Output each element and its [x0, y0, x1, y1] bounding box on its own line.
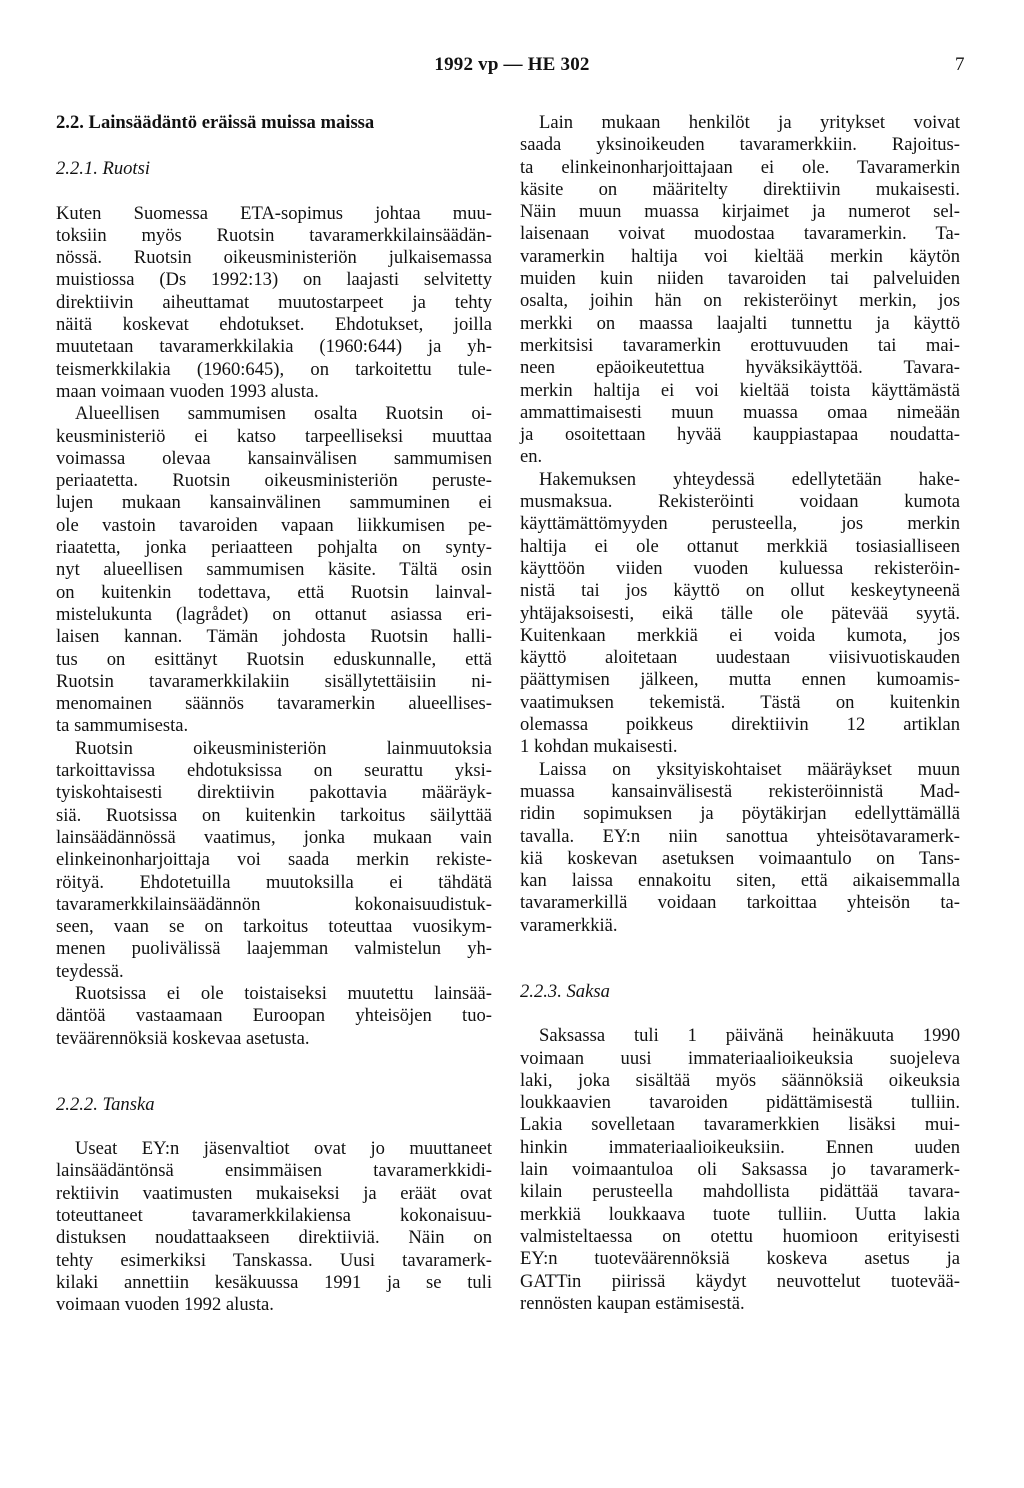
text-line: siä. Ruotsissa on kuitenkin tarkoitus säilyttää [56, 804, 492, 826]
subsection-heading-tanska: 2.2.2. Tanska [56, 1093, 155, 1115]
text-line: voimaan uusi immateriaalioikeuksia suojeleva [520, 1047, 960, 1069]
tanska-continued-body [520, 112, 960, 937]
text-line: riaatetta, jonka periaatteen pohjalta on synty- [56, 537, 492, 559]
text-line: saada yksinoikeuden tavaramerkkiin. Rajoitus- [520, 134, 960, 156]
text-line: merkitsisi tavaramerkin erottuvuuden tai mai- [520, 334, 960, 356]
text-line: direktiivin aiheuttamat muutostarpeet ja tehty [56, 291, 492, 313]
text-line: ja osoitettaan hyvää kauppiastapaa noudatta- [520, 424, 960, 446]
text-line: yhtäjaksoisesti, eikä tälle ole pätevää syytä. [520, 602, 960, 624]
text-line: Näin muun muassa kirjaimet ja numerot sel- [520, 201, 960, 223]
text-line: Lakia sovelletaan tavaramerkkien lisäksi mui- [520, 1114, 960, 1136]
ruotsi-body [56, 203, 492, 1050]
text-line: mistelukunta (lagrådet) on ottanut asiassa eri- [56, 603, 492, 625]
text-line: merkkiä loukkaava tuote tulliin. Uutta lakia [520, 1203, 960, 1225]
text-line: maan voimaan vuoden 1993 alusta. [56, 380, 319, 402]
text-line: musmaksua. Rekisteröinti voidaan kumota [520, 491, 960, 513]
text-line: kan laissa ennakoitu siten, että aikaisemmalla [520, 870, 960, 892]
text-line: tavaramerkillä voidaan tarkoittaa yhteisön ta- [520, 892, 960, 914]
text-line: muassa kansainvälisestä rekisteröinnistä Mad- [520, 780, 960, 802]
tanska-body [56, 1138, 492, 1316]
text-line: Ruotsin oikeusministeriön lainmuutoksia [75, 737, 492, 759]
text-line: EY:n tuoteväärennöksiä koskeva asetus ja [520, 1248, 960, 1270]
text-line: periaatetta. Ruotsin oikeusministeriön peruste- [56, 470, 492, 492]
text-line: ridin sopimuksen ja pöytäkirjan edellyttämällä [520, 803, 960, 825]
text-line: näitä koskevat ehdotukset. Ehdotukset, joilla [56, 314, 492, 336]
text-line: rennösten kaupan estämisestä. [520, 1292, 745, 1314]
text-line: seen, vaan se on tarkoitus toteuttaa vuosikym- [56, 916, 492, 938]
text-line: rektiivin vaatimusten mukaiseksi ja eräät ovat [56, 1182, 492, 1204]
text-line: distuksen noudattaakseen direktiiviä. Näin on [56, 1227, 492, 1249]
text-line: osalta, joihin hän on rekisteröinyt merkin, jos [520, 290, 960, 312]
text-line: tavaramerkkilainsäädännön kokonaisuudistuk- [56, 893, 492, 915]
text-line: käyttämättömyyden perusteella, jos merkin [520, 513, 960, 535]
paragraph-p1 [56, 203, 492, 404]
text-line: lainsäädäntönsä ensimmäisen tavaramerkkidi- [56, 1160, 492, 1182]
text-line: hinkin immateriaalioikeuksiin. Ennen uuden [520, 1136, 960, 1158]
page-number: 7 [955, 54, 965, 75]
text-line: GATTin piirissä käydyt neuvottelut tuotevää- [520, 1270, 960, 1292]
paragraph-p3 [56, 738, 492, 983]
text-line: tarkoittavissa ehdotuksissa on seurattu yksi- [56, 760, 492, 782]
section-heading: 2.2. Lainsäädäntö eräissä muissa maissa [56, 112, 375, 133]
text-line: muutetaan tavaramerkkilakia (1960:644) ja yh- [56, 336, 492, 358]
text-line: Hakemuksen yhteydessä edellytetään hake- [539, 468, 960, 490]
text-line: däntöä vastaamaan Euroopan yhteisöjen tuo- [56, 1005, 492, 1027]
text-line: keusministeriö ei katso tarpeelliseksi muuttaa [56, 425, 492, 447]
text-line: tavalla. EY:n niin sanottua yhteisötavaramerk- [520, 825, 960, 847]
paragraph-p7 [520, 469, 960, 759]
text-line: varamerkin haltija voi kieltää merkin käytön [520, 245, 960, 267]
text-line: lainsäädännössä vaatimus, jonka mukaan vain [56, 826, 492, 848]
text-line: kilaki annettiin kesäkuussa 1991 ja se tuli [56, 1271, 492, 1293]
text-line: lujen mukaan kansainvälinen sammuminen ei [56, 492, 492, 514]
text-line: laisenaan voivat muodostaa tavaramerkin. Ta- [520, 223, 960, 245]
text-line: tus on esittänyt Ruotsin eduskunnalle, että [56, 648, 492, 670]
text-line: loukkaavien tavaroiden pidättämisestä tulliin. [520, 1092, 960, 1114]
text-line: kilain perusteella mahdollista pidättää tavara- [520, 1181, 960, 1203]
text-line: ole vastoin tavaroiden vapaan liikkumisen pe- [56, 514, 492, 536]
text-line: muistiossa (Ds 1992:13) on laajasti selvitetty [56, 269, 492, 291]
text-line: ta sammumisesta. [56, 715, 189, 737]
text-line: nistä tai jos käyttö on ollut keskeytyneenä [520, 580, 960, 602]
text-line: lain voimaantuloa oli Saksassa jo tavaramerk- [520, 1159, 960, 1181]
text-line: käyttöön viiden vuoden kuluessa rekisteröin- [520, 557, 960, 579]
text-line: toteuttaneet tavaramerkkilakiensa kokonaisuu- [56, 1205, 492, 1227]
text-line: on kuitenkin todettava, että Ruotsin lainval- [56, 581, 492, 603]
text-line: valmisteltaessa on otettu huomioon erityisesti [520, 1225, 960, 1247]
text-line: käyttö aloitetaan uudestaan viisivuotiskauden [520, 647, 960, 669]
left-column [56, 112, 492, 1317]
text-line: teydessä. [56, 960, 124, 982]
text-line: olemassa poikkeus direktiivin 12 artiklan [520, 714, 960, 736]
text-line: Kuten Suomessa ETA-sopimus johtaa muu- [56, 202, 492, 224]
text-line: vaatimuksen tekemistä. Tästä on kuitenkin [520, 691, 960, 713]
text-line: muiden kuin niiden tavaroiden tai palveluiden [520, 268, 960, 290]
text-line: voimassa olevaa kansainvälisen sammumisen [56, 447, 492, 469]
text-line: merkin haltija ei voi kieltää toista käyttämästä [520, 379, 960, 401]
text-line: menomainen säännös tavaramerkin alueellises- [56, 693, 492, 715]
text-line: käsite on määritelty direktiivin mukaisesti. [520, 178, 960, 200]
text-line: Saksassa tuli 1 päivänä heinäkuuta 1990 [539, 1025, 960, 1047]
text-line: laki, joka sisältää myös säännöksiä oikeuksia [520, 1069, 960, 1091]
paragraph-p8 [520, 759, 960, 937]
text-line: toksiin myös Ruotsin tavaramerkkilainsäädän- [56, 224, 492, 246]
text-line: Kuitenkaan merkkiä ei voida kumota, jos [520, 624, 960, 646]
text-line: kiä koskevan asetuksen voimaantulo on Tans- [520, 847, 960, 869]
paragraph-p2 [56, 403, 492, 737]
text-line: 1 kohdan mukaisesti. [520, 736, 678, 758]
paragraph-p4 [56, 983, 492, 1050]
text-line: Useat EY:n jäsenvaltiot ovat jo muuttaneet [75, 1138, 492, 1160]
subsection-heading-saksa: 2.2.3. Saksa [520, 980, 610, 1002]
saksa-body [520, 1025, 960, 1315]
subsection-heading-ruotsi: 2.2.1. Ruotsi [56, 158, 151, 180]
paragraph-p9 [520, 1025, 960, 1315]
text-line: elinkeinonharjoittaja voi saada merkin rekiste- [56, 849, 492, 871]
text-line: Ruotsissa ei ole toistaiseksi muutettu lainsää- [75, 982, 492, 1004]
text-line: Lain mukaan henkilöt ja yritykset voivat [539, 112, 960, 133]
text-line: Laissa on yksityiskohtaiset määräykset muun [539, 758, 960, 780]
text-line: tehty esimerkiksi Tanskassa. Uusi tavaramerk- [56, 1249, 492, 1271]
text-line: varamerkkiä. [520, 914, 618, 936]
text-line: merkki on maassa laajalti tunnettu ja käyttö [520, 312, 960, 334]
text-line: ta elinkeinonharjoittajaan ei ole. Tavaramerkin [520, 156, 960, 178]
paragraph-p5 [56, 1138, 492, 1316]
text-line: päättymisen jälkeen, mutta ennen kumoamis- [520, 669, 960, 691]
text-line: haltija ei ole ottanut merkkiä tosiasialliseen [520, 535, 960, 557]
text-line: nyt alueellisen sammumisen käsite. Tältä osin [56, 559, 492, 581]
running-head: 1992 vp — HE 302 [434, 54, 590, 75]
text-line: ammattimaisesti muun muassa omaa nimeään [520, 401, 960, 423]
text-line: röityä. Ehdotetuilla muutoksilla ei tähdätä [56, 871, 492, 893]
text-line: teväärennöksiä koskevaa asetusta. [56, 1027, 310, 1049]
text-line: menen puolivälissä laajemman valmistelun yh- [56, 938, 492, 960]
text-line: teismerkkilakia (1960:645), on tarkoitettu tule- [56, 358, 492, 380]
text-line: voimaan vuoden 1992 alusta. [56, 1294, 274, 1316]
text-line: tyiskohtaisesti direktiivin pakottavia määräyk- [56, 782, 492, 804]
text-line: neen epäoikeutettua hyväksikäyttöä. Tavara- [520, 357, 960, 379]
text-line: nössä. Ruotsin oikeusministeriön julkaisemassa [56, 247, 492, 269]
text-line: en. [520, 446, 543, 468]
right-column [520, 112, 960, 1315]
paragraph-p6 [520, 112, 960, 469]
text-line: Ruotsin tavaramerkkilakiin sisällytettäisiin ni- [56, 670, 492, 692]
text-line: Alueellisen sammumisen osalta Ruotsin oi- [75, 403, 492, 425]
text-line: laisen kannan. Tämän johdosta Ruotsin halli- [56, 626, 492, 648]
